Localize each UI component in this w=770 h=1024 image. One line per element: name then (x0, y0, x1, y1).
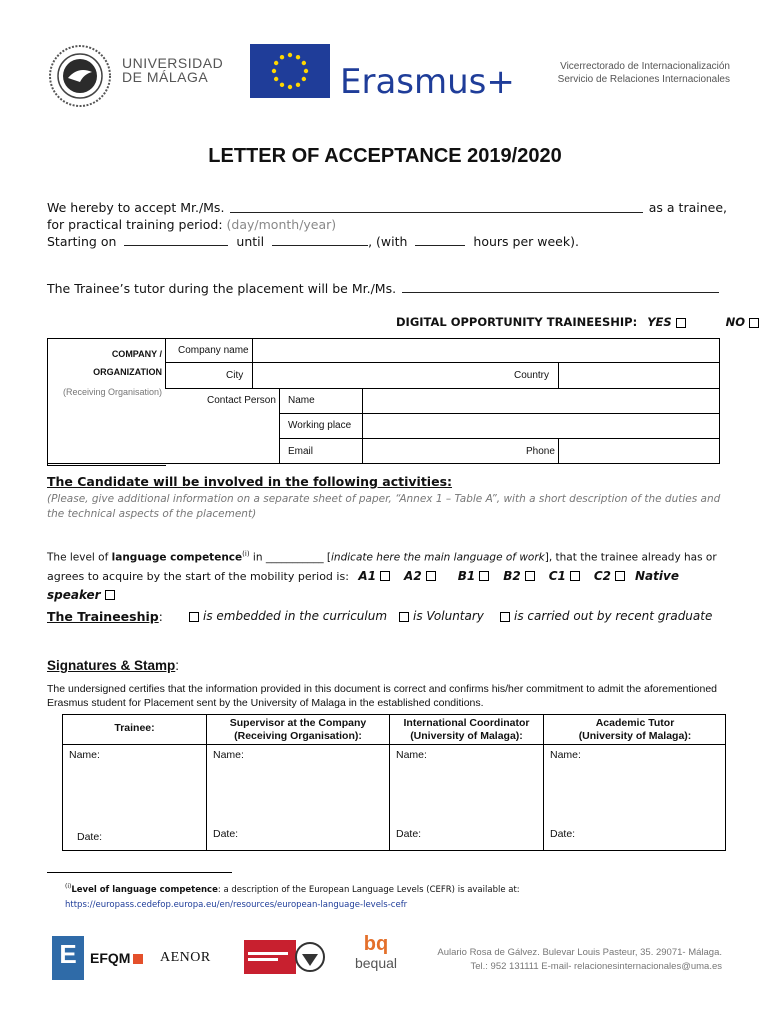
language-in: in ___________ [ (252, 551, 332, 564)
signature-header-line1: Academic Tutor (595, 717, 675, 729)
traineeship-label: The Traineeship (47, 609, 159, 624)
eu-star-icon (274, 77, 278, 81)
graduate-checkbox[interactable] (500, 612, 510, 622)
eu-star-icon (274, 61, 278, 65)
tutor-label: The Trainee’s tutor during the placement will be Mr./Ms. (47, 281, 397, 296)
graduate-label: is carried out by recent graduate (514, 609, 713, 623)
working-place-row (279, 414, 720, 439)
receiving-organisation-label: (Receiving Organisation) (62, 387, 162, 397)
language-level-option (594, 569, 625, 583)
language-level-label: Native speaker (47, 568, 679, 602)
accept-line (47, 199, 727, 216)
language-sup: (i) (242, 550, 250, 558)
company-label-cell (47, 338, 166, 466)
aenor-logo: AENOR (160, 950, 211, 965)
signature-name-label: Name: (550, 749, 581, 761)
footnote-text (65, 879, 520, 913)
eu-flag-logo (250, 44, 330, 98)
language-level-label: C2 (593, 568, 611, 583)
language-line-2 (47, 567, 727, 605)
contact-line: Tel.: 952 131111 E-mail- relacionesinternacionales@uma.es (470, 961, 722, 972)
signature-header (390, 715, 543, 745)
page-title: LETTER OF ACCEPTANCE 2019/2020 (208, 145, 562, 167)
certify-text: The undersigned certifies that the information provided in this document is correct and confirms his/her commitment to admit the aforementioned Erasmus student for Placement sent by the University of Malaga in the established conditions. (47, 683, 717, 709)
company-name-label: Company name (178, 345, 249, 356)
university-name-line2: DE MÁLAGA (122, 69, 209, 85)
erasmus-plus-logo: Erasmus+ (340, 62, 515, 102)
signatures-heading-text: Signatures & Stamp (47, 658, 176, 673)
footer-address (400, 946, 722, 974)
start-date-field[interactable] (124, 233, 228, 246)
language-level-label: A2 (404, 568, 422, 583)
table-bottom-border (47, 463, 720, 464)
activities-note: (Please, give additional information on a separate sheet of paper, “Annex 1 – Table A”, with a short description of the duties and the technical aspects of the placement) (47, 493, 721, 520)
signatures-table (62, 714, 726, 851)
language-level-option (503, 569, 535, 583)
e-excellence-logo: E (52, 936, 84, 980)
eu-star-icon (302, 77, 306, 81)
efqm-logo (90, 950, 143, 966)
working-place-field[interactable] (362, 414, 719, 438)
trainee-name-field[interactable] (230, 199, 642, 213)
language-level-checkbox[interactable] (525, 571, 535, 581)
language-level-checkbox[interactable] (479, 571, 489, 581)
language-suffix: ], that the trainee already has or (544, 551, 717, 564)
signature-header (63, 715, 206, 745)
voluntary-checkbox[interactable] (399, 612, 409, 622)
city-row (165, 363, 720, 389)
language-level-checkbox[interactable] (380, 571, 390, 581)
footnote-bold: Level of language competence (71, 884, 218, 895)
signature-header-line2: (University of Malaga): (578, 730, 692, 742)
university-name (122, 56, 223, 84)
signature-header (544, 715, 726, 745)
curriculum-checkbox[interactable] (189, 612, 199, 622)
language-level-option (358, 569, 390, 583)
signature-header (207, 715, 389, 745)
servicio-line: Servicio de Relaciones Internacionales (557, 74, 730, 85)
vicerrectorado-text (540, 60, 730, 86)
language-level-label: C1 (548, 568, 566, 583)
contact-person-label: Contact Person (207, 395, 276, 406)
city-label: City (226, 370, 244, 381)
period-label: for practical training period: (47, 217, 223, 232)
signature-column (543, 715, 726, 850)
signature-area[interactable] (63, 763, 206, 825)
language-level-label: B2 (503, 568, 521, 583)
dates-line (47, 233, 727, 250)
bureau-veritas-logo (244, 940, 326, 974)
language-indicate: indicate here the main language of work (331, 551, 545, 564)
signature-name-label: Name: (69, 749, 100, 761)
language-level-checkbox[interactable] (426, 571, 436, 581)
footnote-rule (47, 872, 232, 873)
language-line2-text: agrees to acquire by the start of the mobility period is: (47, 569, 349, 583)
period-line (47, 216, 727, 233)
eu-star-icon (296, 55, 300, 59)
phone-label: Phone (526, 446, 555, 457)
cefr-link[interactable]: https://europass.cedefop.europa.eu/en/resources/european-language-levels-cefr (65, 899, 408, 910)
signature-date-label: Date: (396, 828, 422, 840)
language-level-option (404, 569, 436, 583)
contact-name-row (279, 389, 720, 414)
signatures-heading (47, 658, 179, 673)
until-label: until (236, 234, 265, 249)
address-line: Aulario Rosa de Gálvez. Bulevar Louis Pasteur, 35. 29071- Málaga. (437, 947, 722, 958)
bequal-bg-icon: bq (363, 933, 389, 955)
signature-header-line1: Supervisor at the Company (229, 717, 367, 729)
company-table (47, 338, 720, 464)
vicerrectorado-line: Vicerrectorado de Internacionalización (560, 61, 730, 72)
language-competence-label: language competence (111, 551, 243, 564)
company-label-1: COMPANY / (111, 349, 162, 359)
eu-star-icon (296, 83, 300, 87)
signature-name-label: Name: (213, 749, 244, 761)
language-level-checkbox[interactable] (615, 571, 625, 581)
hours-label: hours per week). (473, 234, 579, 249)
starting-on-label: Starting on (47, 234, 117, 249)
digital-no-checkbox[interactable] (749, 318, 759, 328)
tutor-line (47, 281, 727, 296)
signature-area[interactable] (207, 763, 389, 825)
traineeship-opt1 (189, 609, 387, 623)
eu-star-icon (288, 53, 292, 57)
university-seal-logo (48, 44, 112, 108)
signature-header-line1: International Coordinator (403, 717, 530, 729)
phone-field[interactable] (558, 439, 719, 463)
language-level-label: B1 (457, 568, 476, 583)
traineeship-row (47, 609, 737, 624)
signature-date-label: Date: (550, 828, 576, 840)
digital-no-label: NO (725, 315, 746, 329)
traineeship-colon: : (158, 610, 163, 624)
company-name-row (165, 338, 720, 363)
eu-star-icon (272, 69, 276, 73)
period-hint: (day/month/year) (226, 217, 337, 232)
efqm-text: EFQM (90, 950, 131, 966)
voluntary-label: is Voluntary (413, 609, 484, 623)
signature-column (63, 715, 206, 850)
contact-name-field[interactable] (362, 389, 719, 413)
bequal-text: bequal (354, 955, 398, 971)
language-level-option (458, 569, 490, 583)
eu-star-icon (280, 55, 284, 59)
signature-column (389, 715, 543, 850)
footnote-mark: (i) (65, 883, 72, 890)
with-label: , (with (368, 234, 408, 249)
accept-suffix: as a trainee, (648, 200, 727, 215)
country-field[interactable] (558, 363, 719, 388)
bequal-logo (346, 934, 406, 972)
hours-field[interactable] (415, 233, 465, 246)
traineeship-opt2 (399, 609, 484, 623)
eu-star-icon (302, 61, 306, 65)
signature-date-label: Date: (213, 828, 239, 840)
eu-star-icon (280, 83, 284, 87)
university-name-line1: UNIVERSIDAD (122, 55, 224, 71)
digital-label: DIGITAL OPPORTUNITY TRAINEESHIP: (396, 315, 638, 329)
language-line-1 (47, 545, 727, 567)
language-level-checkbox[interactable] (570, 571, 580, 581)
signatures-colon: : (175, 658, 180, 673)
efqm-square-icon (133, 954, 143, 964)
signature-area[interactable] (390, 763, 543, 825)
intro-block (47, 199, 727, 250)
language-level-label: A1 (358, 568, 377, 583)
city-field[interactable] (252, 363, 493, 388)
language-level-checkbox[interactable] (105, 590, 115, 600)
eu-star-icon (304, 69, 308, 73)
company-label-2: ORGANIZATION (93, 367, 162, 377)
tutor-name-field[interactable] (402, 281, 719, 293)
country-label: Country (514, 370, 550, 381)
working-place-label: Working place (288, 420, 352, 431)
email-label: Email (288, 446, 314, 457)
curriculum-label: is embedded in the curriculum (203, 609, 388, 623)
signature-name-label: Name: (396, 749, 427, 761)
digital-opportunity-row (396, 315, 759, 329)
signature-header-line1: Trainee: (114, 722, 155, 734)
contact-left-border (279, 389, 280, 464)
footnote-body: : a description of the European Language Levels (CEFR) is available at: (217, 884, 520, 895)
signature-column (206, 715, 389, 850)
signature-header-line2: (University of Malaga): (410, 730, 523, 742)
company-name-field[interactable] (252, 339, 719, 362)
digital-yes-label: YES (647, 315, 672, 329)
signature-area[interactable] (544, 763, 726, 825)
traineeship-opt3 (500, 609, 712, 623)
digital-yes-checkbox[interactable] (676, 318, 686, 328)
end-date-field[interactable] (272, 233, 368, 246)
contact-name-label: Name (288, 395, 315, 406)
activities-heading: The Candidate will be involved in the following activities: (47, 474, 453, 489)
language-prefix: The level of (47, 551, 109, 564)
language-block (47, 545, 727, 605)
accept-prefix: We hereby to accept Mr./Ms. (47, 200, 225, 215)
signature-header-line2: (Receiving Organisation): (234, 730, 362, 742)
signature-date-label: Date: (77, 831, 103, 843)
eu-star-icon (288, 85, 292, 89)
language-level-option (549, 569, 580, 583)
email-field[interactable] (362, 439, 519, 463)
email-row (279, 439, 720, 464)
